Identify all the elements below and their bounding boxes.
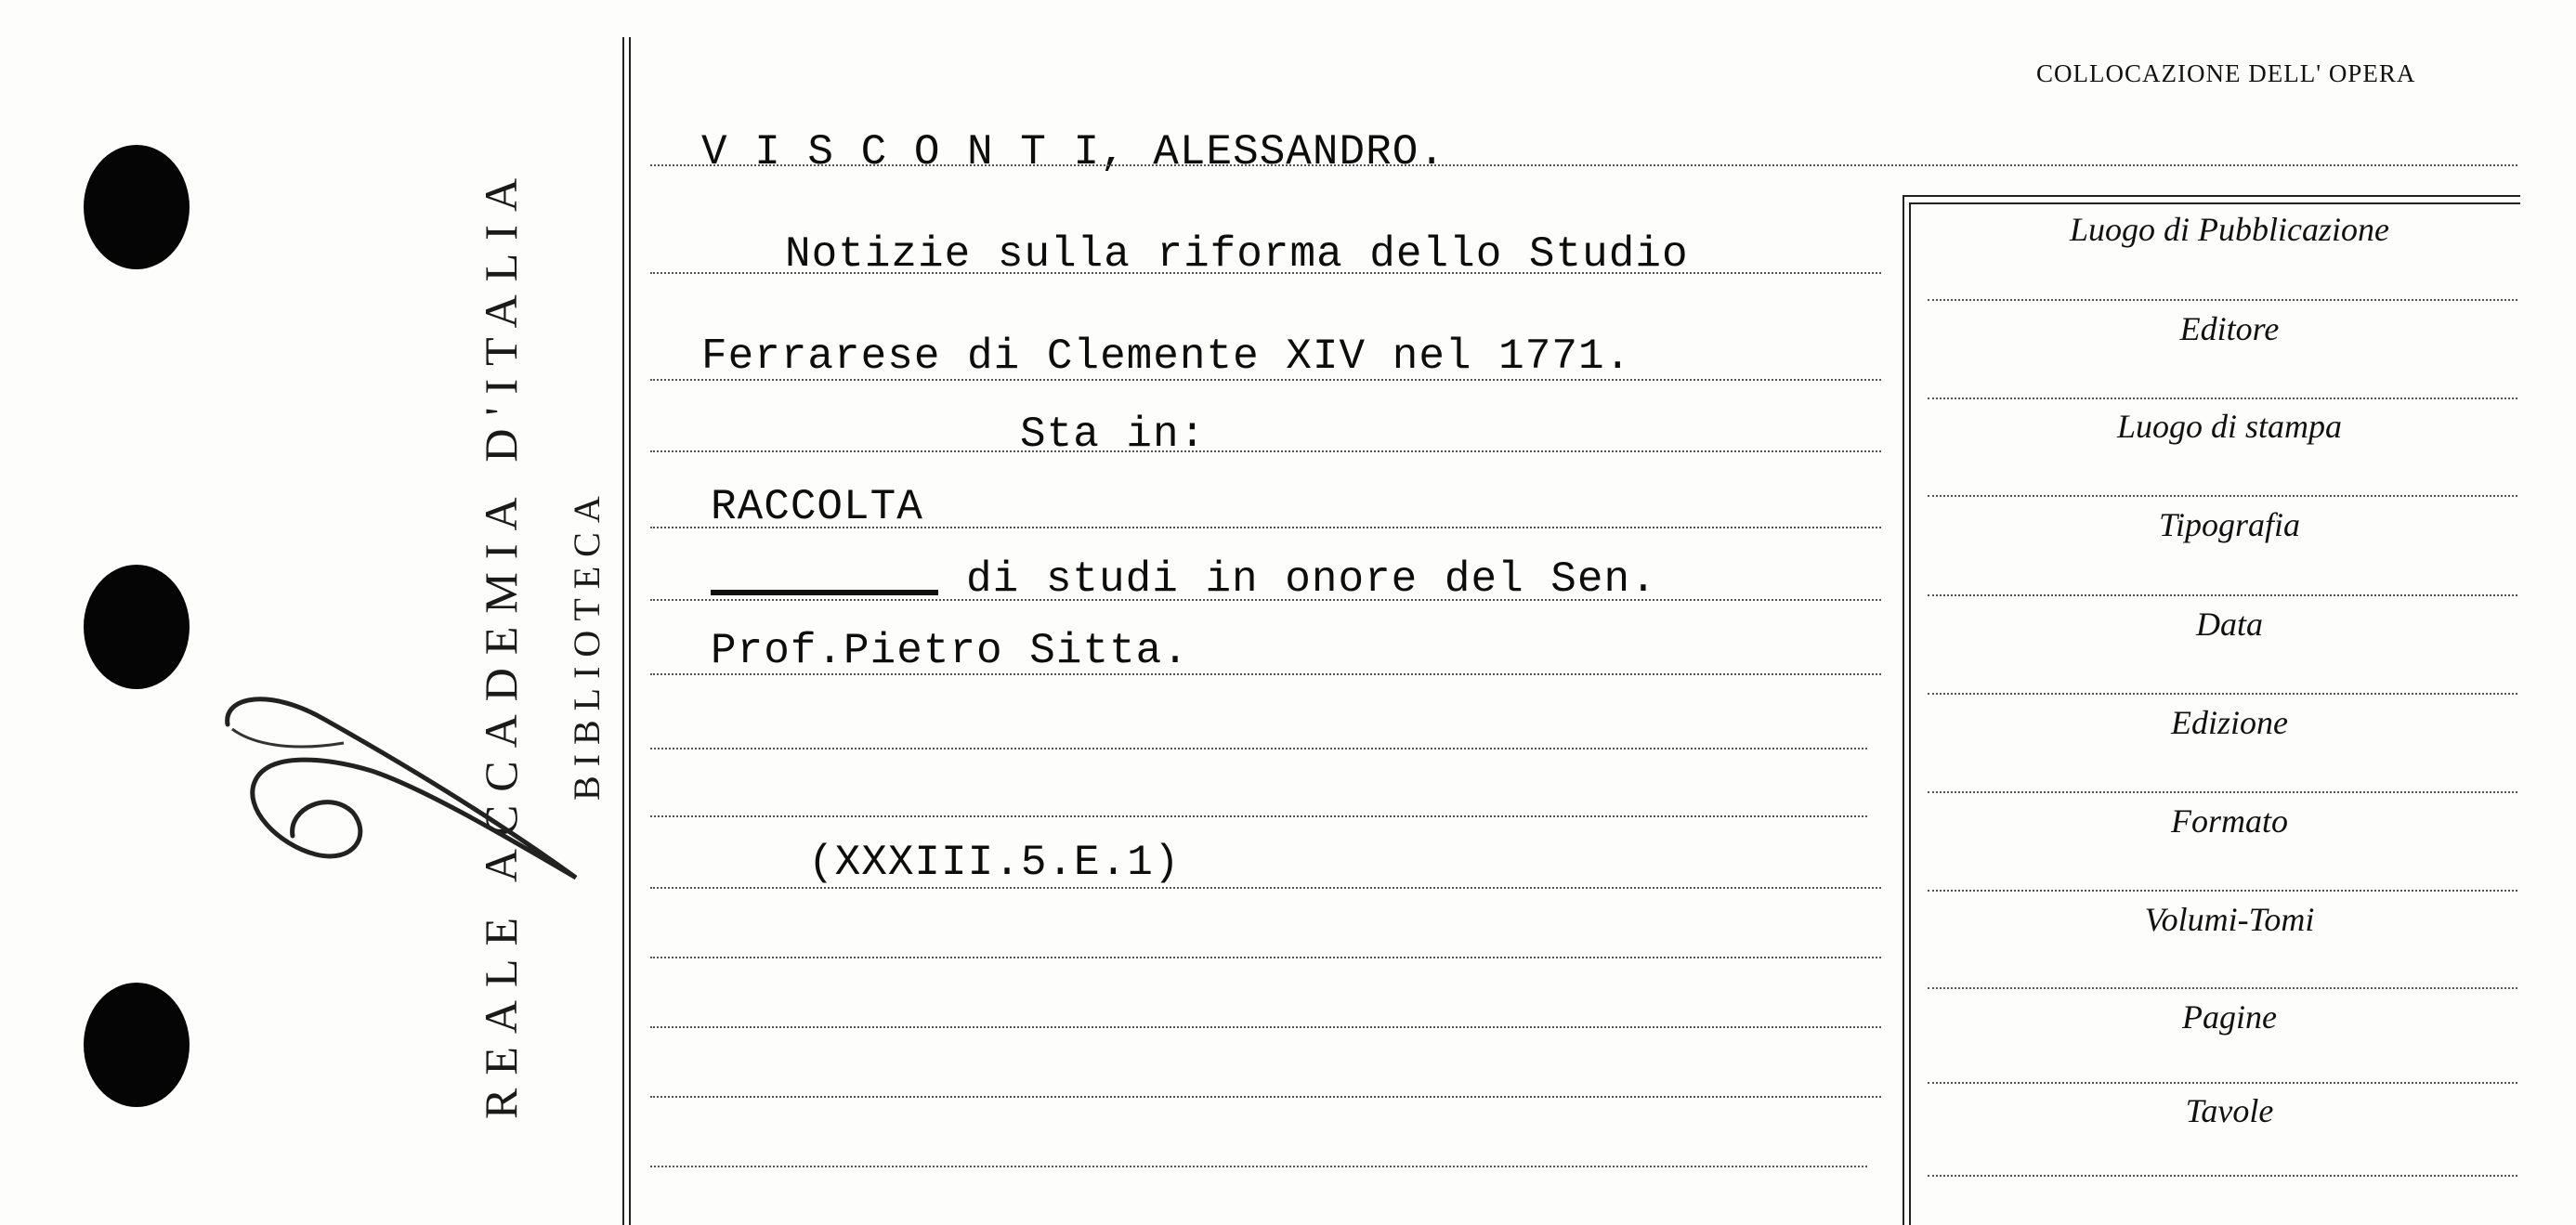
shelfmark: (XXXIII.5.E.1) <box>808 839 1181 887</box>
field-rule <box>1928 693 2517 695</box>
rule-line <box>650 887 1881 889</box>
field-label-edizione: Edizione <box>2171 704 2288 741</box>
rule-line <box>650 1096 1881 1098</box>
field-rule <box>1928 397 2517 399</box>
title-line-2: Ferrarese di Clemente XIV nel 1771. <box>701 332 1632 381</box>
field-rule <box>1928 890 2517 892</box>
rule-line <box>650 599 1881 601</box>
field-rule <box>1928 594 2517 596</box>
card-divider-left-inner <box>629 37 631 1225</box>
rule-line <box>650 1026 1881 1028</box>
rule-line <box>650 272 1881 274</box>
field-label-data: Data <box>2196 606 2263 643</box>
field-label-volumi-tomi: Volumi-Tomi <box>2144 901 2315 938</box>
field-label-tipografia: Tipografia <box>2158 506 2301 543</box>
field-rule <box>1928 791 2517 793</box>
rule-line <box>650 164 2517 166</box>
field-label-luogo-pubblicazione: Luogo di Pubblicazione <box>2070 211 2389 248</box>
field-label-luogo-stampa: Luogo di stampa <box>2116 408 2343 445</box>
field-label-editore: Editore <box>2179 310 2280 347</box>
field-box-top-border <box>1903 195 2520 197</box>
collocazione-label: COLLOCAZIONE DELL' OPERA <box>2036 59 2416 87</box>
punch-hole-middle <box>84 565 190 689</box>
rule-line <box>650 527 1881 528</box>
field-label-pagine: Pagine <box>2182 998 2277 1036</box>
ditto-dash <box>711 590 938 595</box>
field-rule <box>1928 987 2517 989</box>
library-name: BIBLIOTECA <box>566 487 608 801</box>
collection-line-2: di studi in onore del Sen. <box>966 555 1657 604</box>
author-line: V I S C O N T I, ALESSANDRO. <box>701 128 1445 176</box>
card-divider-left <box>622 37 624 1225</box>
title-line-1: Notizie sulla riforma dello Studio <box>785 230 1689 279</box>
field-rule <box>1928 1082 2517 1084</box>
collection-line-1: RACCOLTA <box>711 483 923 531</box>
rule-line <box>650 957 1881 958</box>
field-label-tavole: Tavole <box>2185 1092 2274 1129</box>
field-rule <box>1928 495 2517 497</box>
rule-line <box>650 748 1867 749</box>
rule-line <box>650 1166 1867 1167</box>
rule-line <box>650 673 1881 675</box>
punch-hole-top <box>84 145 190 269</box>
handwritten-signature <box>214 687 604 901</box>
field-label-formato: Formato <box>2171 802 2288 840</box>
sta-in-label: Sta in: <box>1020 411 1207 459</box>
collection-line-3: Prof.Pietro Sitta. <box>711 627 1189 675</box>
punch-hole-bottom <box>84 983 190 1107</box>
field-box-top-border-inner <box>1909 202 2520 204</box>
field-rule <box>1928 299 2517 301</box>
field-rule <box>1928 1175 2517 1177</box>
rule-line <box>650 379 1881 381</box>
rule-line <box>650 450 1881 452</box>
rule-line <box>650 815 1867 817</box>
institution-name: REALE ACCADEMIA D'ITALIA <box>475 164 527 1119</box>
